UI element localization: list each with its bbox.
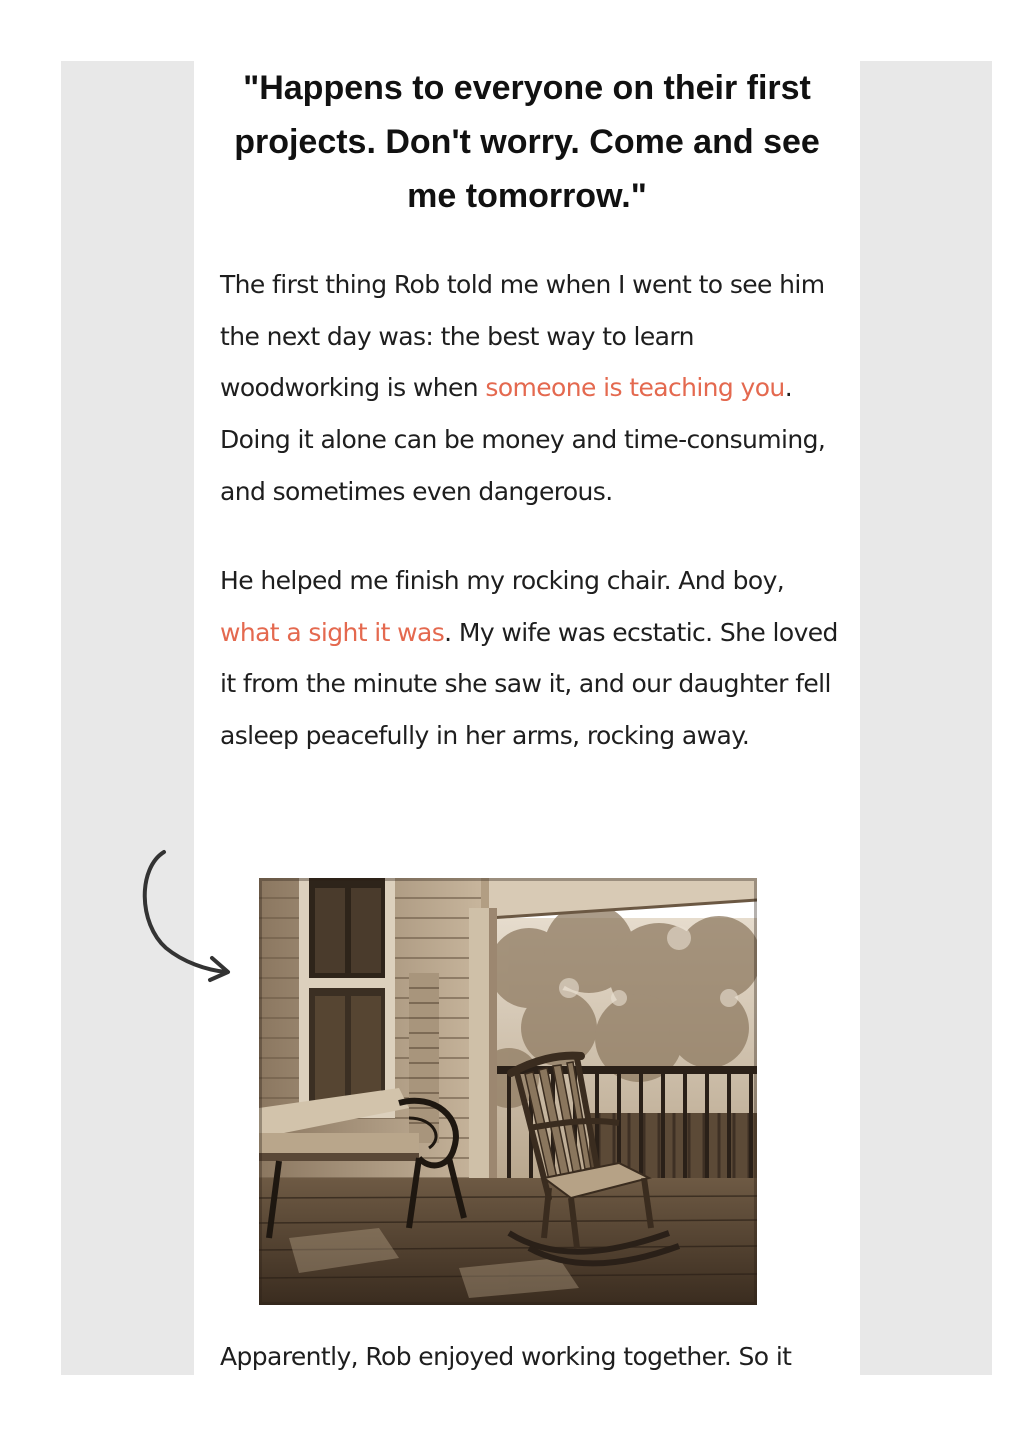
paragraph-continuation: Apparently, Rob enjoyed working together. So it [220, 1342, 792, 1371]
paragraph-text: . Doing it alone can be money and time-consuming, and sometimes even dangerous. [220, 373, 826, 506]
sight-link[interactable]: what a sight it was [220, 617, 445, 647]
left-gutter [61, 61, 194, 1375]
porch-rocking-chair-photo [259, 878, 757, 1305]
teaching-link[interactable]: someone is teaching you [485, 373, 785, 403]
paragraph-text: . My wife was ecstatic. She loved it from the minute she saw it, and our daughter fell asleep peacefully in her arms, rocking away. [220, 617, 838, 751]
paragraph-rocking-chair [220, 555, 844, 762]
paragraph-text: The first thing Rob told me when I went to see him the next day was: the best way to learn woodworking is when [220, 270, 825, 403]
paragraph-text: He helped me finish my rocking chair. And boy, [220, 566, 785, 595]
curved-arrow-icon [138, 848, 238, 988]
right-gutter [860, 61, 992, 1375]
pull-quote: "Happens to everyone on their first projects. Don't worry. Come and see me tomorrow." [234, 69, 820, 215]
paragraph-first-lesson [220, 259, 844, 518]
